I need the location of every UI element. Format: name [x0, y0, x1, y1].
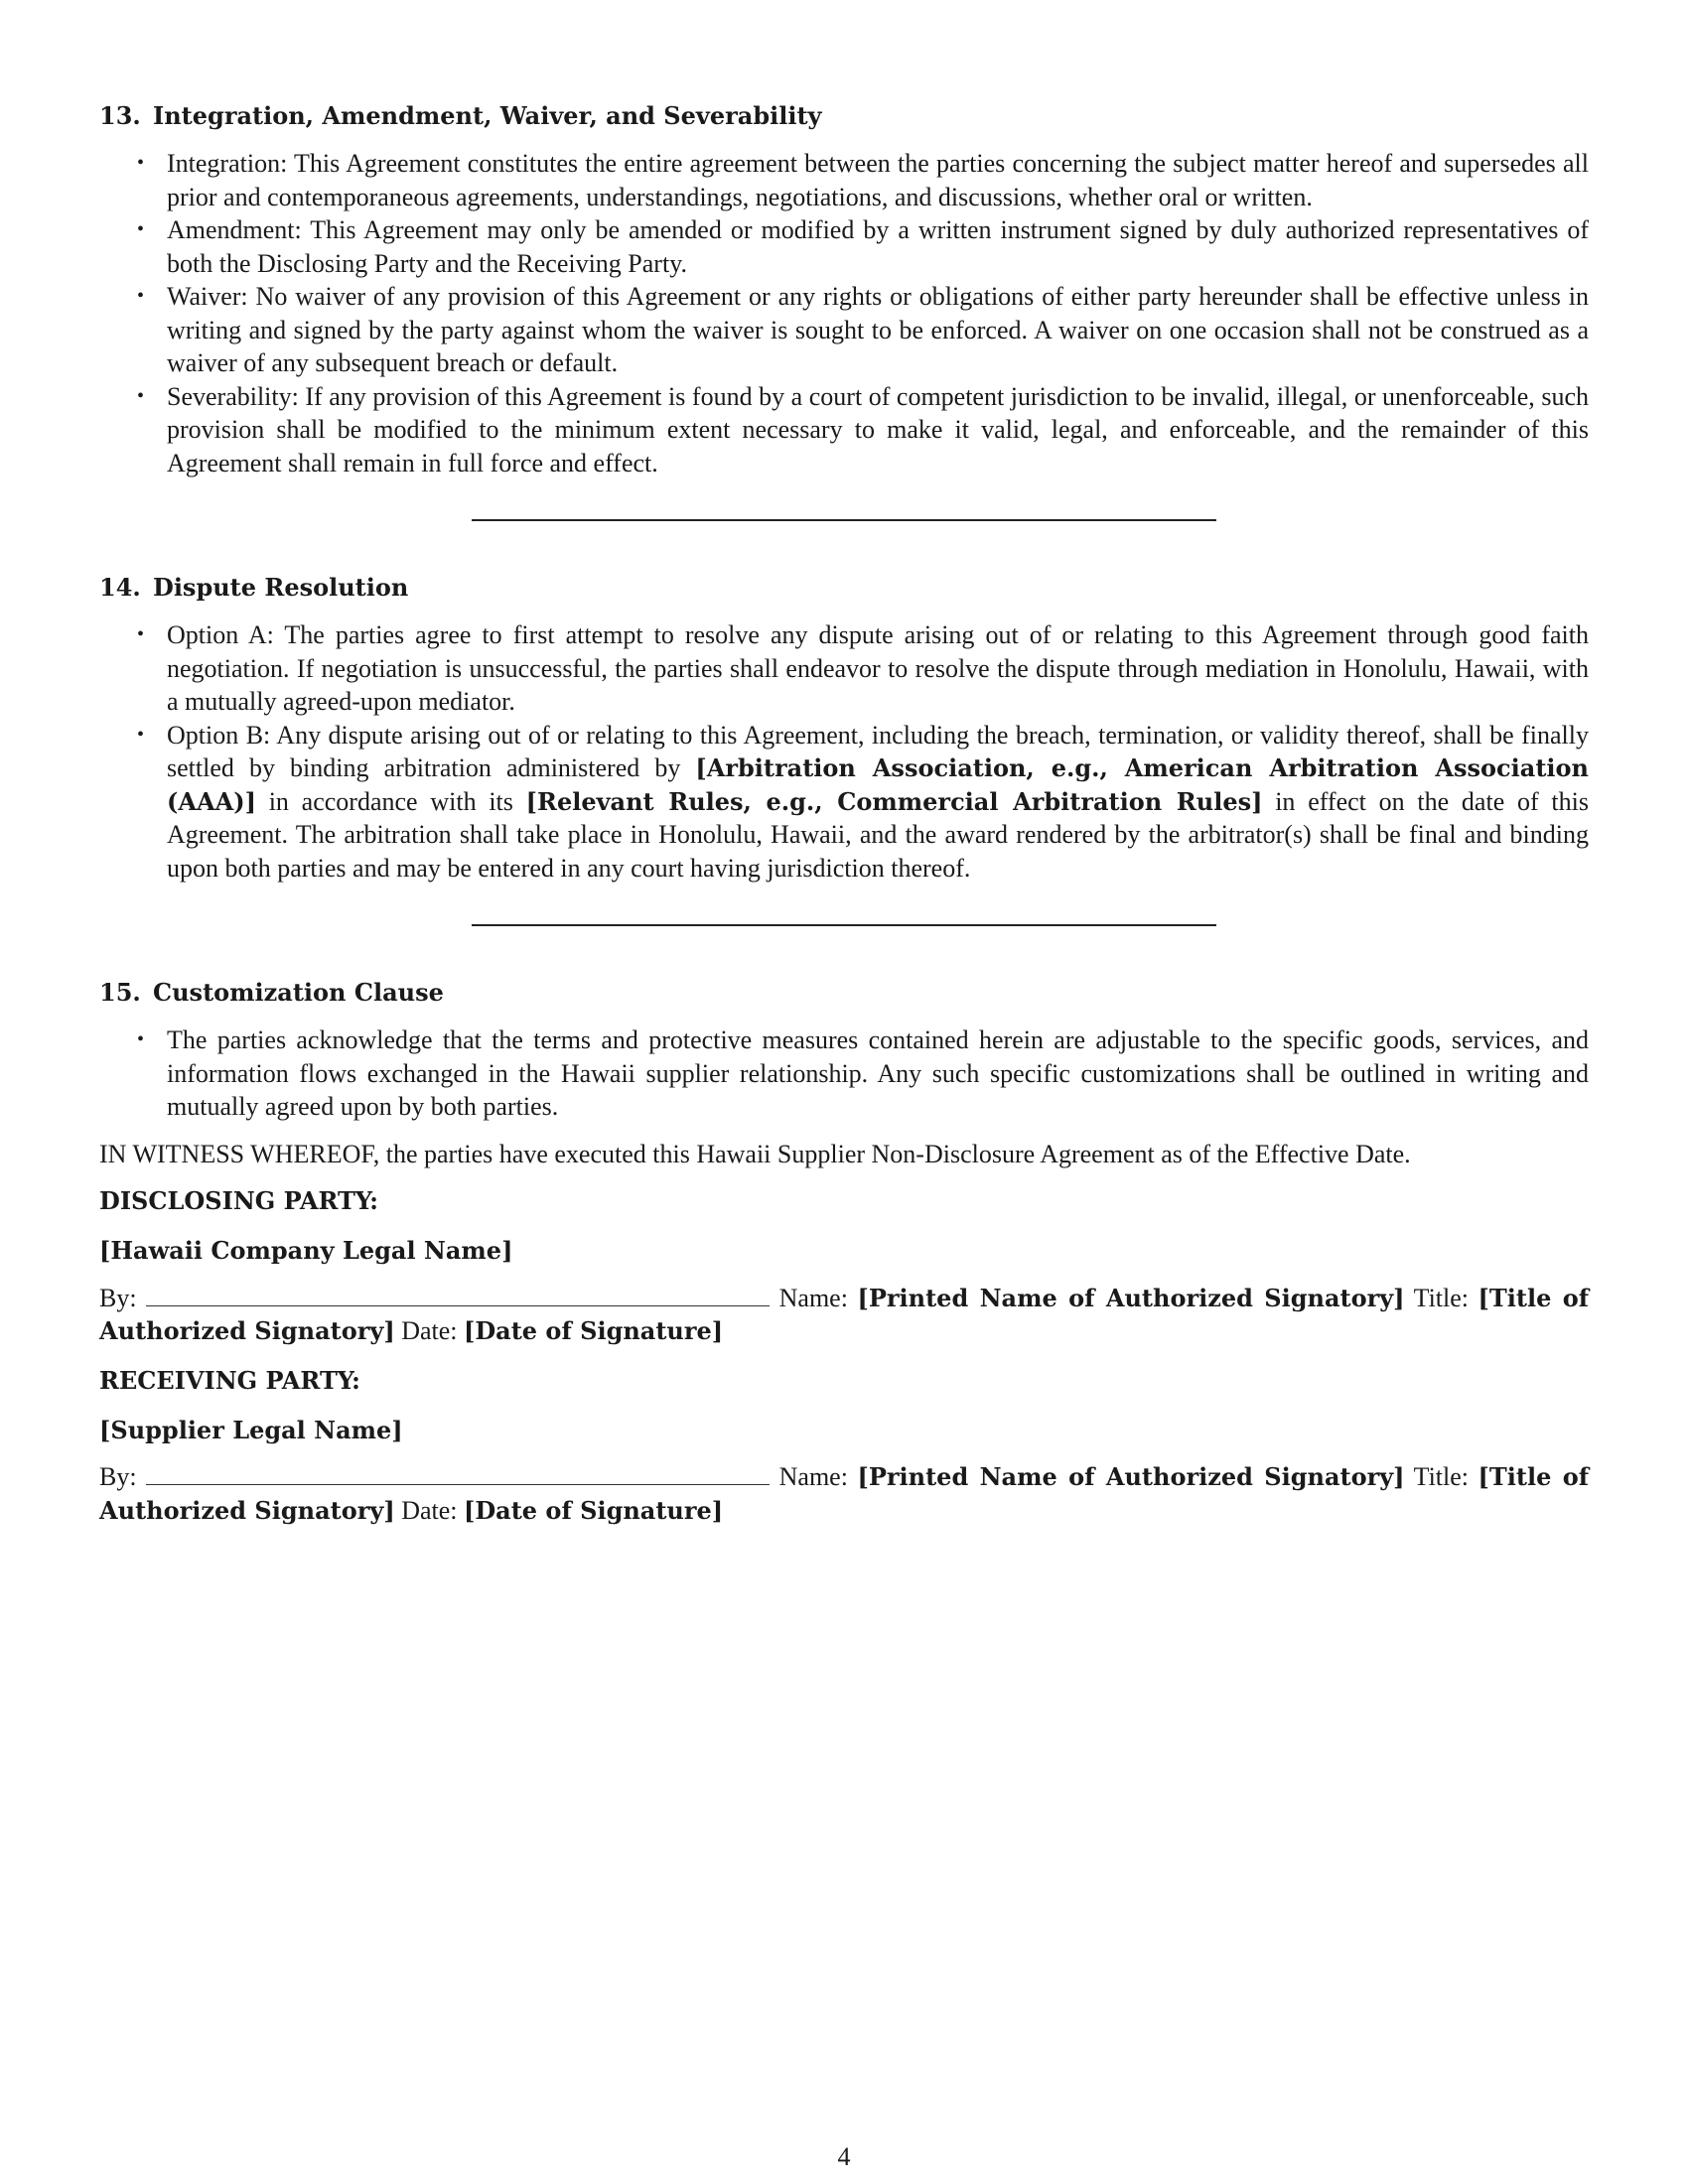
by-label: By: — [99, 1283, 137, 1312]
list-item — [99, 380, 1589, 480]
section-13-list — [99, 147, 1589, 479]
bullet-icon: • — [137, 1028, 145, 1050]
clause-option-b-text: Option B: Any dispute arising out of or relating to this Agreement, including the breach, termination, or validity thereof, shall be finally settled by binding arbitration administered by — [167, 720, 1589, 782]
entity-placeholder: [Hawaii Company Legal Name] — [99, 1236, 513, 1265]
disclosing-party-entity — [99, 1234, 1589, 1268]
clause-amendment: Amendment: This Agreement may only be amended or modified by a written instrument signed by duly authorized representatives of both the Disclosing Party and the Receiving Party. — [167, 215, 1589, 278]
list-item — [99, 1024, 1589, 1124]
clause-option-b-text: in accordance with its — [255, 786, 526, 816]
bullet-icon: • — [137, 285, 145, 307]
list-item — [99, 280, 1589, 380]
clause-waiver: Waiver: No waiver of any provision of this Agreement or any rights or obligations of either party hereunder shall be effective unless in writing and signed by the party against whom the waiver is sought to be enforced. A waiver on one occasion shall not be construed as a waiver of any subsequent breach or default. — [167, 282, 1589, 377]
section-15-heading — [99, 976, 1589, 1010]
name-placeholder: [Printed Name of Authorized Signatory] — [857, 1462, 1405, 1491]
section-title: Integration, Amendment, Waiver, and Severability — [153, 101, 822, 130]
section-13-heading — [99, 99, 1589, 133]
section-title: Customization Clause — [153, 978, 444, 1007]
date-label: Date: — [401, 1316, 458, 1345]
name-label: Name: — [778, 1283, 848, 1312]
disclosing-signature-block — [99, 1282, 1589, 1348]
section-15-list — [99, 1024, 1589, 1124]
signature-line[interactable] — [146, 1284, 770, 1306]
list-item — [99, 719, 1589, 886]
document-page — [99, 99, 1589, 1527]
name-placeholder: [Printed Name of Authorized Signatory] — [857, 1283, 1405, 1312]
section-divider — [472, 519, 1216, 521]
bullet-icon: • — [137, 623, 145, 645]
witness-statement: IN WITNESS WHEREOF, the parties have executed this Hawaii Supplier Non-Disclosure Agreement as of the Effective Date. — [99, 1139, 1411, 1168]
list-item — [99, 147, 1589, 213]
list-item — [99, 618, 1589, 719]
entity-placeholder: [Supplier Legal Name] — [99, 1415, 403, 1444]
bullet-icon: • — [137, 723, 145, 746]
receiving-party-heading: RECEIVING PARTY: — [99, 1365, 360, 1395]
arbitration-association-placeholder: [Arbitration Association, e.g., American Arbitration Association (AAA)] — [167, 753, 1589, 816]
disclosing-party-heading: DISCLOSING PARTY: — [99, 1186, 378, 1215]
signature-line[interactable] — [146, 1462, 770, 1485]
receiving-signature-block — [99, 1460, 1589, 1527]
section-title: Dispute Resolution — [153, 573, 409, 602]
page-number: 4 — [837, 2142, 851, 2171]
clause-option-b-text: in effect on the date of this Agreement. The arbitration shall take place in Honolulu, Hawaii, and the award rendered by the arbitrator(s) shall be final and binding upon both parties and may be entered in any court having jurisdiction thereof. — [167, 786, 1589, 883]
date-placeholder: [Date of Signature] — [464, 1316, 724, 1345]
date-placeholder: [Date of Signature] — [464, 1495, 724, 1525]
section-number: 15. — [99, 978, 141, 1007]
section-14-heading — [99, 571, 1589, 605]
relevant-rules-placeholder: [Relevant Rules, e.g., Commercial Arbitration Rules] — [525, 786, 1263, 816]
clause-customization: The parties acknowledge that the terms and protective measures contained herein are adjustable to the specific goods, services, and information flows exchanged in the Hawaii supplier relationship. Any such specific customizations shall be outlined in writing and mutually agreed upon by both parties. — [167, 1025, 1589, 1121]
section-divider — [472, 924, 1216, 926]
title-label: Title: — [1413, 1283, 1470, 1312]
bullet-icon: • — [137, 152, 145, 174]
name-label: Name: — [778, 1462, 848, 1491]
section-number: 13. — [99, 101, 141, 130]
title-placeholder: [Title of Authorized Signatory] — [99, 1283, 1590, 1345]
clause-option-a: Option A: The parties agree to first attempt to resolve any dispute arising out of or relating to this Agreement through good faith negotiation. If negotiation is unsuccessful, the parties shall endeavor to resolve the dispute through mediation in Honolulu, Hawaii, with a mutually agreed-upon mediator. — [167, 620, 1589, 716]
bullet-icon: • — [137, 218, 145, 240]
section-number: 14. — [99, 573, 141, 602]
clause-severability: Severability: If any provision of this Agreement is found by a court of competent jurisdiction to be invalid, illegal, or unenforceable, such provision shall be modified to the minimum extent necessary to make it valid, legal, and enforceable, and the remainder of this Agreement shall remain in full force and effect. — [167, 381, 1589, 478]
clause-integration: Integration: This Agreement constitutes the entire agreement between the parties concerning the subject matter hereof and supersedes all prior and contemporaneous agreements, understandings, negotiations, and discussions, whether oral or written. — [167, 149, 1589, 211]
bullet-icon: • — [137, 384, 145, 407]
title-label: Title: — [1413, 1462, 1470, 1491]
by-label: By: — [99, 1462, 137, 1491]
list-item — [99, 213, 1589, 280]
date-label: Date: — [401, 1495, 458, 1525]
receiving-party-entity — [99, 1414, 1589, 1447]
title-placeholder: [Title of Authorized Signatory] — [99, 1462, 1590, 1525]
section-14-list — [99, 618, 1589, 885]
